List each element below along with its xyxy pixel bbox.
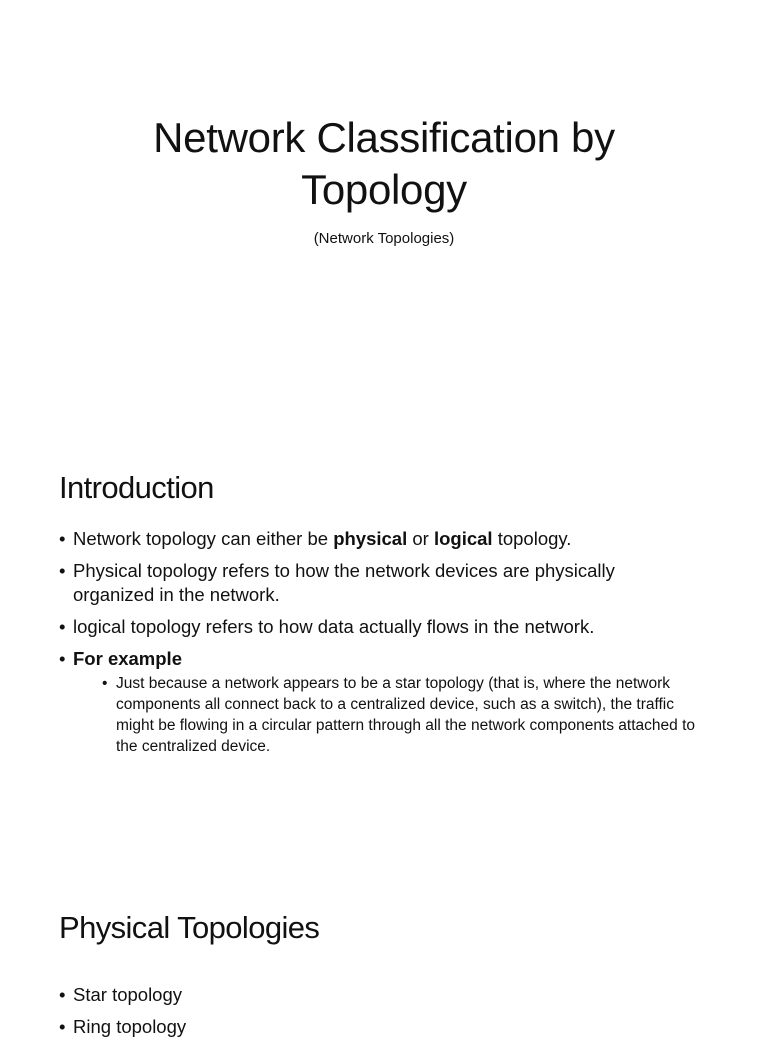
bullet-item	[59, 527, 699, 551]
sub-bullet-list	[73, 673, 699, 757]
physical-topologies-slide	[0, 864, 768, 1037]
bullet-text: Physical topology refers to how the network devices are physically organized in the network.	[73, 560, 615, 605]
bold-term-logical: logical	[433, 528, 493, 549]
bullet-text: logical topology refers to how data actually flows in the network.	[73, 616, 595, 637]
title-slide	[0, 0, 768, 432]
bullet-list	[59, 527, 699, 765]
bullet-item	[59, 559, 699, 607]
introduction-slide	[0, 432, 768, 864]
bullet-text: or	[407, 528, 434, 549]
presentation-title	[90, 112, 678, 216]
bullet-text: topology.	[492, 528, 572, 549]
sub-bullet-item: • Just because a network appears to be a star topology (that is, where the network components all connect back to a centralized device, such as a switch), the traffic might be flowing in a circular pattern through all the network components attached to the centralized device.	[102, 673, 699, 757]
bullet-item	[59, 647, 699, 757]
title-line-1: Network Classification by	[153, 114, 615, 161]
bullet-item: • Star topology	[59, 983, 699, 1007]
slide-heading: Physical Topologies	[59, 910, 320, 945]
bullet-item	[59, 615, 699, 639]
bullet-item: • Ring topology	[59, 1015, 699, 1039]
slide-heading: Introduction	[59, 470, 214, 505]
bullet-text: Network topology can either be	[73, 528, 334, 549]
bold-term-physical: physical	[333, 528, 408, 549]
bullet-text-bold: For example	[73, 648, 182, 669]
presentation-subtitle: (Network Topologies)	[313, 230, 455, 247]
title-line-2: Topology	[301, 166, 467, 213]
bullet-list	[59, 983, 699, 1047]
